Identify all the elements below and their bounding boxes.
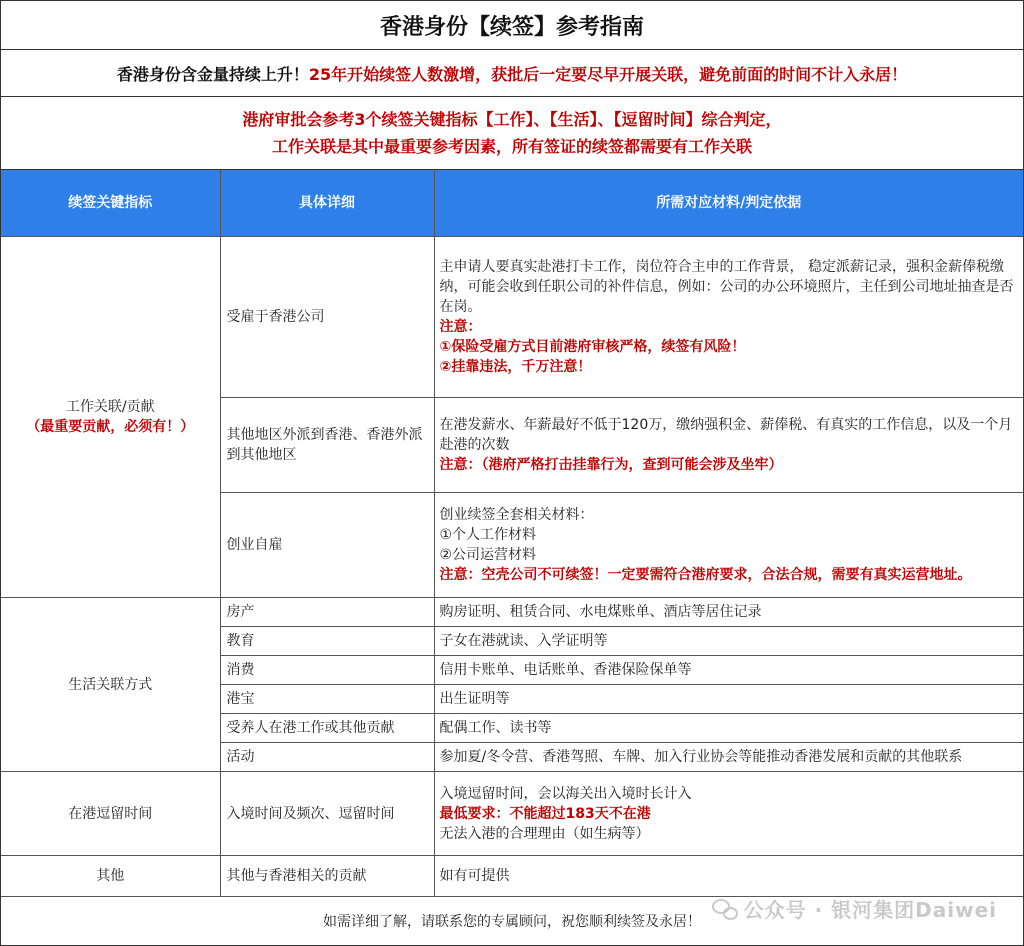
detail-cell: 其他地区外派到香港、香港外派到其他地区 (220, 398, 434, 493)
category-life: 生活关联方式 (1, 598, 220, 772)
category-work-note: （最重要贡献，必须有！） (26, 419, 195, 435)
materials-text: 在港发薪水、年薪最好不低于120万，缴纳强积金、薪俸税、有真实的工作信息，以及一个月赴港的次数 (439, 417, 1013, 453)
detail-cell: 受养人在港工作或其他贡献 (220, 714, 434, 743)
materials-cell (434, 493, 1023, 598)
detail-cell: 消费 (220, 656, 434, 685)
category-stay: 在港逗留时间 (1, 772, 220, 856)
materials-warning: 最低要求：不能超过183天不在港 (439, 805, 651, 822)
detail-cell: 港宝 (220, 685, 434, 714)
subtitle-lead: 香港身份含金量持续上升！ (116, 64, 309, 84)
materials-warning: 注意：（港府严格打击挂靠行为，查到可能会涉及坐牢） (439, 457, 783, 473)
materials-cell (434, 237, 1023, 398)
watermark-text: 公众号 · 银河集团Daiwei (743, 898, 997, 922)
renewal-table (1, 170, 1023, 897)
table-header-row (1, 170, 1023, 237)
detail-cell: 教育 (220, 627, 434, 656)
materials-cell: 如有可提供 (434, 856, 1023, 897)
materials-cell: 购房证明、租赁合同、水电煤账单、酒店等居住记录 (434, 598, 1023, 627)
table-row (1, 237, 1023, 398)
category-work-label: 工作关联/贡献 (65, 399, 155, 415)
materials-cell: 子女在港就读、入学证明等 (434, 627, 1023, 656)
category-other: 其他 (1, 856, 220, 897)
watermark (712, 894, 997, 923)
category-work (1, 237, 220, 598)
materials-cell: 出生证明等 (434, 685, 1023, 714)
intro-line-2: 工作关联是其中最重要参考因素，所有签证的续签都需要有工作关联 (271, 137, 752, 156)
materials-cell: 参加夏/冬令营、香港驾照、车牌、加入行业协会等能推动香港发展和贡献的其他联系 (434, 743, 1023, 772)
materials-cell: 信用卡账单、电话账单、香港保险保单等 (434, 656, 1023, 685)
intro-line-1: 港府审批会参考3个续签关键指标【工作】、【生活】、【逗留时间】综合判定， (242, 110, 782, 129)
detail-cell: 活动 (220, 743, 434, 772)
detail-cell: 其他与香港相关的贡献 (220, 856, 434, 897)
header-materials: 所需对应材料/判定依据 (434, 170, 1023, 237)
detail-cell: 房产 (220, 598, 434, 627)
table-row (1, 856, 1023, 897)
wechat-icon (712, 899, 738, 919)
detail-cell: 受雇于香港公司 (220, 237, 434, 398)
materials-text: 主申请人要真实赴港打卡工作，岗位符合主申的工作背景， 稳定派薪记录，强积金薪俸税缴纳，可能会收到任职公司的补件信息，例如：公司的办公环境照片，主任到公司地址抽查是否在岗。 (439, 259, 1014, 315)
subtitle-warning: 25年开始续签人数激增，获批后一定要尽早开展关联，避免前面的时间不计入永居！ (308, 64, 908, 84)
materials-warning: 注意： ①保险受雇方式目前港府审核严格，续签有风险！ ②挂靠违法，千万注意！ (439, 319, 746, 375)
detail-cell: 入境时间及频次、逗留时间 (220, 772, 434, 856)
page-title: 香港身份【续签】参考指南 (1, 1, 1023, 50)
detail-cell: 创业自雇 (220, 493, 434, 598)
materials-text: 创业续签全套相关材料： ①个人工作材料 ②公司运营材料 (439, 507, 594, 563)
materials-warning: 注意：空壳公司不可续签！一定要需符合港府要求，合法合规，需要有真实运营地址。 (439, 567, 972, 583)
table-row (1, 772, 1023, 856)
header-indicator: 续签关键指标 (1, 170, 220, 237)
footer-note: 如需详细了解，请联系您的专属顾问，祝您顺利续签及永居！ (323, 914, 701, 930)
table-row (1, 598, 1023, 627)
materials-cell (434, 398, 1023, 493)
materials-text: 无法入港的合理理由（如生病等） (439, 825, 650, 842)
intro-block (1, 97, 1023, 170)
subtitle (1, 50, 1023, 97)
materials-text: 入境逗留时间，会以海关出入境时长计入 (439, 785, 692, 802)
header-detail: 具体详细 (220, 170, 434, 237)
materials-cell (434, 772, 1023, 856)
materials-cell: 配偶工作、读书等 (434, 714, 1023, 743)
